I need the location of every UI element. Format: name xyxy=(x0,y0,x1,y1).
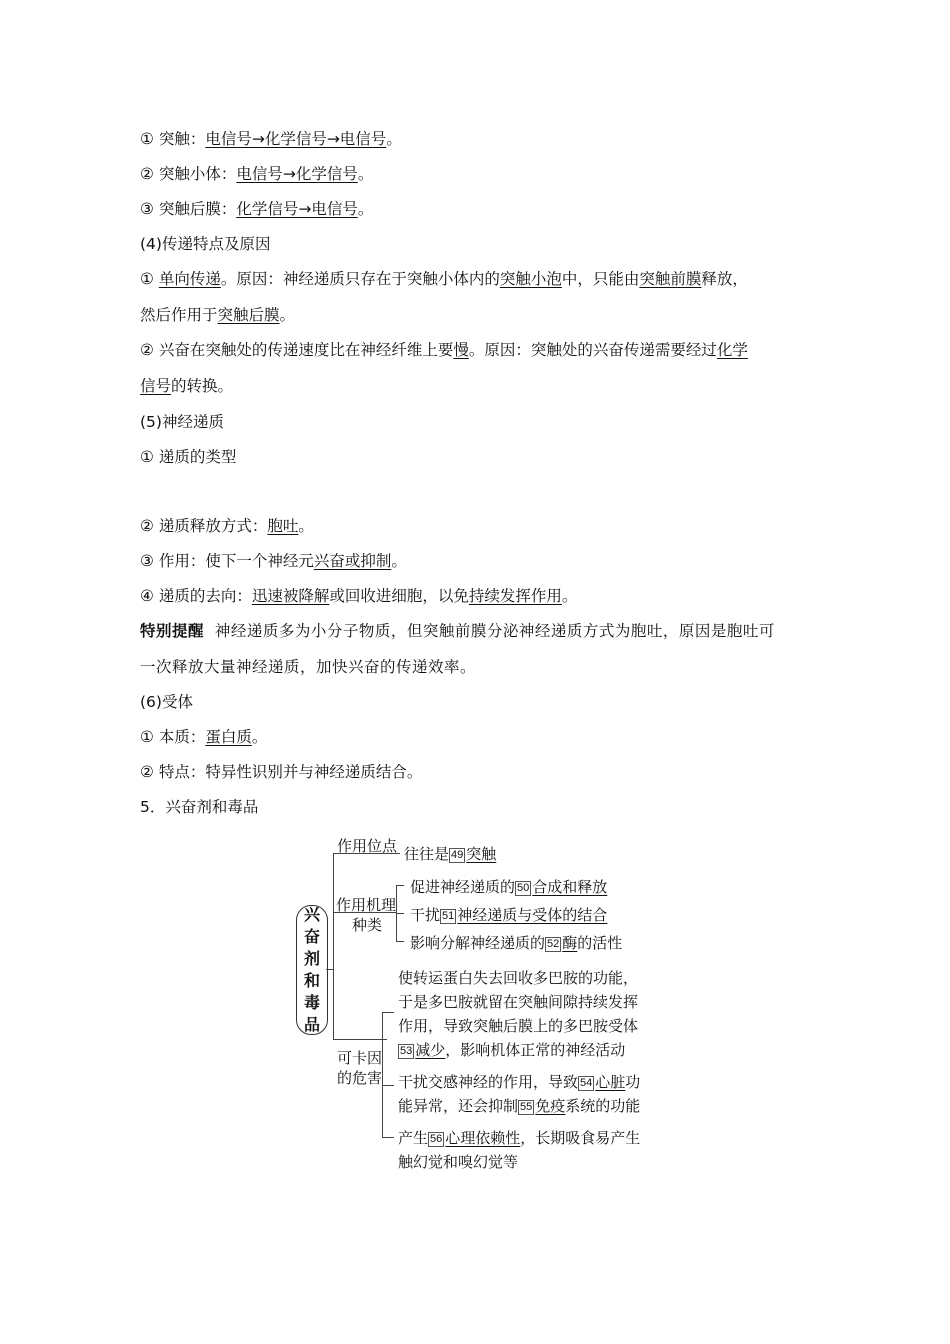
blank-number: 56 xyxy=(430,1133,443,1145)
line-postsynaptic-signal xyxy=(140,197,373,219)
blank-number: 52 xyxy=(547,938,560,950)
root-char: 和 xyxy=(303,971,320,990)
heading-stimulants: 5．兴奋剂和毒品 xyxy=(140,798,259,816)
line-transmitter-types: ① 递质的类型 xyxy=(140,448,237,466)
label: ③ 突触后膜： xyxy=(140,200,237,218)
line-speed xyxy=(140,338,748,360)
branch-label-mechanism: 作用机理 xyxy=(336,896,397,914)
answer: 单向传递 xyxy=(158,270,221,288)
text: 的转换。 xyxy=(171,377,234,395)
root-char: 奋 xyxy=(303,927,320,946)
punct: 。 xyxy=(298,517,314,535)
blank-number: 51 xyxy=(442,910,455,922)
text: 影响分解神经递质的 xyxy=(410,934,546,952)
blank-number: 54 xyxy=(580,1077,593,1089)
answer: 慢 xyxy=(453,341,469,359)
text: 。原因：突触处的兴奋传递需要经过 xyxy=(468,341,717,359)
text: 。原因：神经递质只存在于突触小体内的 xyxy=(220,270,500,288)
branch-site-content xyxy=(404,843,496,864)
text: ，长期吸食易产生 xyxy=(520,1129,641,1147)
answer: 心理依赖性 xyxy=(445,1129,521,1147)
line-function xyxy=(140,549,407,571)
harm-item-2-line-2 xyxy=(398,1095,640,1116)
harm-item-1-line-1: 使转运蛋白失去回收多巴胺的功能， xyxy=(398,969,639,987)
connector xyxy=(333,1039,387,1040)
text: 或回收进细胞，以免 xyxy=(329,587,469,605)
answer: 酶 xyxy=(562,934,578,952)
connector xyxy=(333,853,334,1039)
line-speed-cont xyxy=(140,374,233,396)
punct: 。 xyxy=(386,130,402,148)
punct: 。 xyxy=(251,728,268,746)
mech-item-2 xyxy=(410,904,607,925)
answer: 兴奋或抑制 xyxy=(313,552,392,570)
line-special-note xyxy=(140,619,775,641)
branch-label-site: 作用位点 xyxy=(337,837,398,855)
branch-label-harm: 的危害 xyxy=(337,1069,383,1087)
harm-item-3-line-1 xyxy=(398,1127,640,1148)
answer: 电信号→化学信号→电信号 xyxy=(205,130,387,148)
line-synapse-signal xyxy=(140,127,402,149)
branch-label-type: 种类 xyxy=(352,916,383,934)
text: 干扰交感神经的作用，导致 xyxy=(398,1073,579,1091)
text: 往往是 xyxy=(404,845,450,863)
text: 然后作用于 xyxy=(140,306,218,324)
heading-neurotransmitter: (5)神经递质 xyxy=(140,413,224,431)
answer: 蛋白质 xyxy=(205,728,252,746)
line-one-way-cont xyxy=(140,303,295,325)
blank-number: 49 xyxy=(451,849,464,861)
answer: 心脏 xyxy=(595,1073,626,1091)
root-char: 品 xyxy=(303,1015,320,1034)
root-char: 兴 xyxy=(303,905,320,924)
text: ，影响机体正常的神经活动 xyxy=(445,1041,626,1059)
label: ② 突触小体： xyxy=(140,165,237,183)
text: 释放， xyxy=(701,270,748,288)
blank-number: 50 xyxy=(517,882,530,894)
connector xyxy=(382,1012,383,1137)
root-char: 毒 xyxy=(303,993,320,1012)
connector xyxy=(396,913,404,914)
branch-label-cocaine: 可卡因 xyxy=(337,1049,383,1067)
connector xyxy=(396,941,404,942)
answer: 信号 xyxy=(140,377,172,395)
answer: 突触 xyxy=(466,845,497,863)
punct: 。 xyxy=(357,200,374,218)
punct: 。 xyxy=(357,165,374,183)
text: 干扰 xyxy=(410,906,441,924)
text: ② 兴奋在突触处的传递速度比在神经纤维上要 xyxy=(140,341,454,359)
text: 神经递质多为小分子物质，但突触前膜分泌神经递质方式为胞吐，原因是胞吐可 xyxy=(214,622,775,640)
answer: 突触后膜 xyxy=(217,306,280,324)
connector xyxy=(382,1137,394,1138)
answer: 持续发挥作用 xyxy=(468,587,562,605)
label: ① 突触： xyxy=(140,130,206,148)
harm-item-2-line-1 xyxy=(398,1071,640,1092)
text: 能异常，还会抑制 xyxy=(398,1097,519,1115)
label: ④ 递质的去向： xyxy=(140,587,252,605)
line-release-mode xyxy=(140,514,314,536)
text: 中，只能由 xyxy=(561,270,640,288)
harm-item-1-line-2: 于是多巴胺就留在突触间隙持续发挥 xyxy=(398,993,639,1011)
answer: 突触小泡 xyxy=(499,270,562,288)
label: ① 本质： xyxy=(140,728,206,746)
mech-item-3 xyxy=(410,932,622,953)
answer: 电信号→化学信号 xyxy=(236,165,358,183)
label: ② 递质释放方式： xyxy=(140,517,268,535)
line-synaptic-knob-signal xyxy=(140,162,373,184)
harm-item-1-line-4 xyxy=(398,1039,625,1060)
heading-transmission: (4)传递特点及原因 xyxy=(140,235,271,253)
root-char: 剂 xyxy=(303,949,320,968)
harm-item-3-line-2: 触幻觉和嗅幻觉等 xyxy=(398,1153,519,1171)
line-destination xyxy=(140,584,577,606)
label: ③ 作用：使下一个神经元 xyxy=(140,552,314,570)
connector xyxy=(382,1012,394,1013)
text: 促进神经递质的 xyxy=(410,878,516,896)
line-one-way: ① 单向传递。原因：神经递质只存在于突触小体内的突触小泡中，只能由突触前膜释放， xyxy=(140,270,748,288)
line-receptor-nature xyxy=(140,725,267,747)
line-special-note-cont: 一次释放大量神经递质，加快兴奋的传递效率。 xyxy=(140,658,477,676)
answer: 化学信号→电信号 xyxy=(236,200,358,218)
connector xyxy=(382,1085,394,1086)
text: 功 xyxy=(625,1073,641,1091)
text: 的活性 xyxy=(577,934,623,952)
text: 。 xyxy=(561,587,578,605)
answer: 迅速被降解 xyxy=(251,587,330,605)
answer: 神经递质与受体的结合 xyxy=(457,906,608,924)
text: 系统的功能 xyxy=(565,1097,641,1115)
blank-number: 55 xyxy=(520,1101,533,1113)
answer: 胞吐 xyxy=(267,517,299,535)
answer: 免疫 xyxy=(535,1097,566,1115)
heading-receptor: (6)受体 xyxy=(140,693,193,711)
answer: 合成和释放 xyxy=(532,878,608,896)
harm-item-1-line-3: 作用，导致突触后膜上的多巴胺受体 xyxy=(398,1017,639,1035)
blank-number: 53 xyxy=(400,1045,413,1057)
mindmap-root xyxy=(296,905,328,1035)
answer: 减少 xyxy=(415,1041,446,1059)
connector xyxy=(396,885,404,886)
answer: 突触前膜 xyxy=(639,270,702,288)
mech-item-1 xyxy=(410,876,607,897)
line-receptor-feature: ② 特点：特异性识别并与神经递质结合。 xyxy=(140,763,423,781)
text: 产生 xyxy=(398,1129,429,1147)
note-label: 特别提醒 xyxy=(140,622,205,640)
text: 。 xyxy=(279,306,296,324)
punct: 。 xyxy=(391,552,407,570)
answer: 化学 xyxy=(716,341,748,359)
